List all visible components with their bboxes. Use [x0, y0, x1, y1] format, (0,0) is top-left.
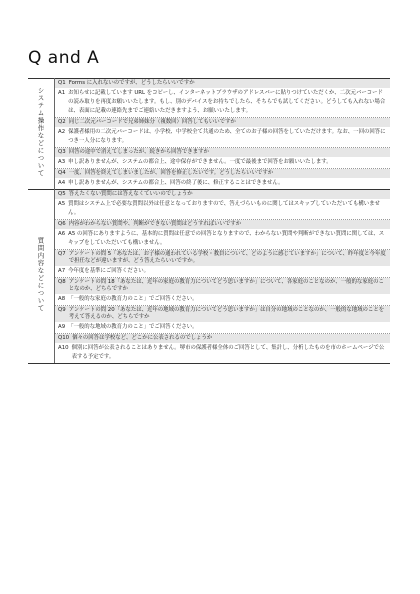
answer-number: A1 [58, 90, 66, 96]
question-text: アンケートの問 5「あなたは、お子様の通われている学校・教員について、どのように感じていますか」について、昨年度と今年度で担任などが違いますが、どう答えたらいいですか。 [68, 251, 386, 264]
answer-row [55, 229, 390, 249]
answer-text: 申し訳ありませんが、システムの都合上、途中保存ができません。一度で最後まで回答をお願いいたします。 [68, 159, 332, 165]
answer-row [55, 178, 390, 189]
answer-row [55, 199, 390, 219]
question-text: 答えたくない質問には答えなくていいのでしょうか [68, 191, 193, 197]
qa-section [28, 190, 390, 364]
answer-row [55, 266, 390, 277]
question-number: Q3 [58, 149, 66, 155]
answer-text: A5 の回答にありますように、基本的に質問は任意での回答となりますので、わからない質問や判断ができない質問に関しては、スキップをしていただいても構いません。 [68, 231, 385, 246]
answer-number: A8 [58, 296, 66, 302]
question-row [55, 118, 390, 127]
qa-table [28, 78, 390, 364]
question-number: Q8 [58, 279, 66, 285]
page-title: Q and A [28, 48, 100, 68]
answer-text: 保護者様用の二次元バーコードは、小学校、中学校全て共通のため、全てのお子様の回答をしていただけます。なお、一回の回答につき一人分になります。 [68, 129, 386, 144]
question-row [55, 169, 390, 178]
answer-number: A3 [58, 159, 66, 165]
category-cell [28, 190, 55, 364]
qa-item [55, 169, 390, 189]
qa-item [55, 250, 390, 278]
question-row [55, 79, 390, 88]
qa-item [55, 334, 390, 363]
question-row [55, 334, 390, 343]
answer-number: A4 [58, 180, 66, 186]
question-number: Q1 [58, 80, 66, 86]
answer-text: 「一般的な地域の教育力のこと」でご回答ください。 [68, 324, 198, 330]
question-text: 一度、回答を終えてしまいましたが、回答を修正したいです。どうしたらいいですか [68, 170, 274, 176]
question-number: Q6 [58, 221, 66, 227]
answer-text: 申し訳ありませんが、システムの都合上、回答の終了後に、修正することはできません。 [68, 180, 284, 186]
question-number: Q2 [58, 119, 66, 125]
qa-item [55, 118, 390, 148]
question-row [55, 148, 390, 157]
question-number: Q10 [58, 335, 70, 341]
question-text: 回答の途中で消えてしまったが、続きから回答できますか [68, 149, 209, 155]
answer-number: A7 [58, 268, 66, 274]
question-number: Q5 [58, 191, 66, 197]
question-row [55, 306, 390, 322]
answer-row [55, 322, 390, 333]
answer-text: 「一般的な家庭の教育力のこと」でご回答ください。 [68, 296, 198, 302]
question-row [55, 190, 390, 199]
answer-row [55, 294, 390, 305]
category-cell [28, 79, 55, 190]
question-number: Q9 [58, 307, 66, 313]
qa-item [55, 190, 390, 220]
answer-row [55, 157, 390, 168]
question-text: 個々の回答は学校など、どこかに公表されるのでしょうか [72, 335, 213, 341]
answer-number: A5 [58, 201, 66, 207]
answer-text: お知らせに記載しています URL をコピーし、インターネットブラウザのアドレスバーに貼りつけていただくか、二次元バーコードの読み取りを再度お願いいたします。もし、別のデバイスをお持ちでしたら、そちらでも試してください。どうしても入れない場合は、表面に記載の連絡先までご連絡いただきますよう、お願いいたします。 [68, 90, 386, 114]
question-row [55, 250, 390, 266]
qa-item [55, 220, 390, 250]
question-row [55, 278, 390, 294]
question-text: Forms に入れないのですが、どうしたらいいですか [68, 80, 195, 86]
answer-row [55, 127, 390, 147]
answer-number: A2 [58, 129, 66, 135]
qa-list [55, 190, 391, 364]
qa-item [55, 306, 390, 334]
answer-text: 個別に回答が公表されることはありません。堺市の保護者様全体のご回答として、集計し、分析したものを市のホームページで公表する予定です。 [71, 345, 385, 360]
qa-item [55, 148, 390, 169]
answer-text: 今年度を基準にご回答ください。 [68, 268, 149, 274]
question-text: 同じ二次元バーコードで兄弟姉妹分（複数回）回答してもいいですか [68, 119, 236, 125]
question-row [55, 220, 390, 229]
qa-list [55, 79, 391, 190]
category-label: システム操作などについて [36, 87, 45, 177]
question-number: Q4 [58, 170, 66, 176]
question-text: アンケートの問 20「あなたは、近年の地域の教育力についてどう思いますか」は自分の地域のことなのか、一般的な地域のことを考えて答えるのか、どちらですか [68, 307, 385, 320]
answer-number: A9 [58, 324, 66, 330]
answer-number: A6 [58, 231, 66, 237]
answer-number: A10 [58, 345, 69, 351]
qa-item [55, 79, 390, 118]
category-label: 質問内容などについて [36, 237, 45, 312]
qa-section [28, 79, 390, 190]
question-number: Q7 [58, 251, 66, 257]
qa-item [55, 278, 390, 306]
question-text: 内容がわからない質問や、判断ができない質問はどうすればいいですか [68, 221, 242, 227]
answer-row [55, 88, 390, 117]
question-text: アンケートの問 18「あなたは、近年の家庭の教育力についてどう思いますか」について、各家庭のことなのか、一般的な家庭のことなのか、どちらですか [68, 279, 384, 292]
answer-row [55, 343, 390, 363]
answer-text: 質問はシステム上で必要な質問以外は任意となっておりますので、答えづらいものに関してはスキップしていただいても構いません。 [68, 201, 380, 216]
